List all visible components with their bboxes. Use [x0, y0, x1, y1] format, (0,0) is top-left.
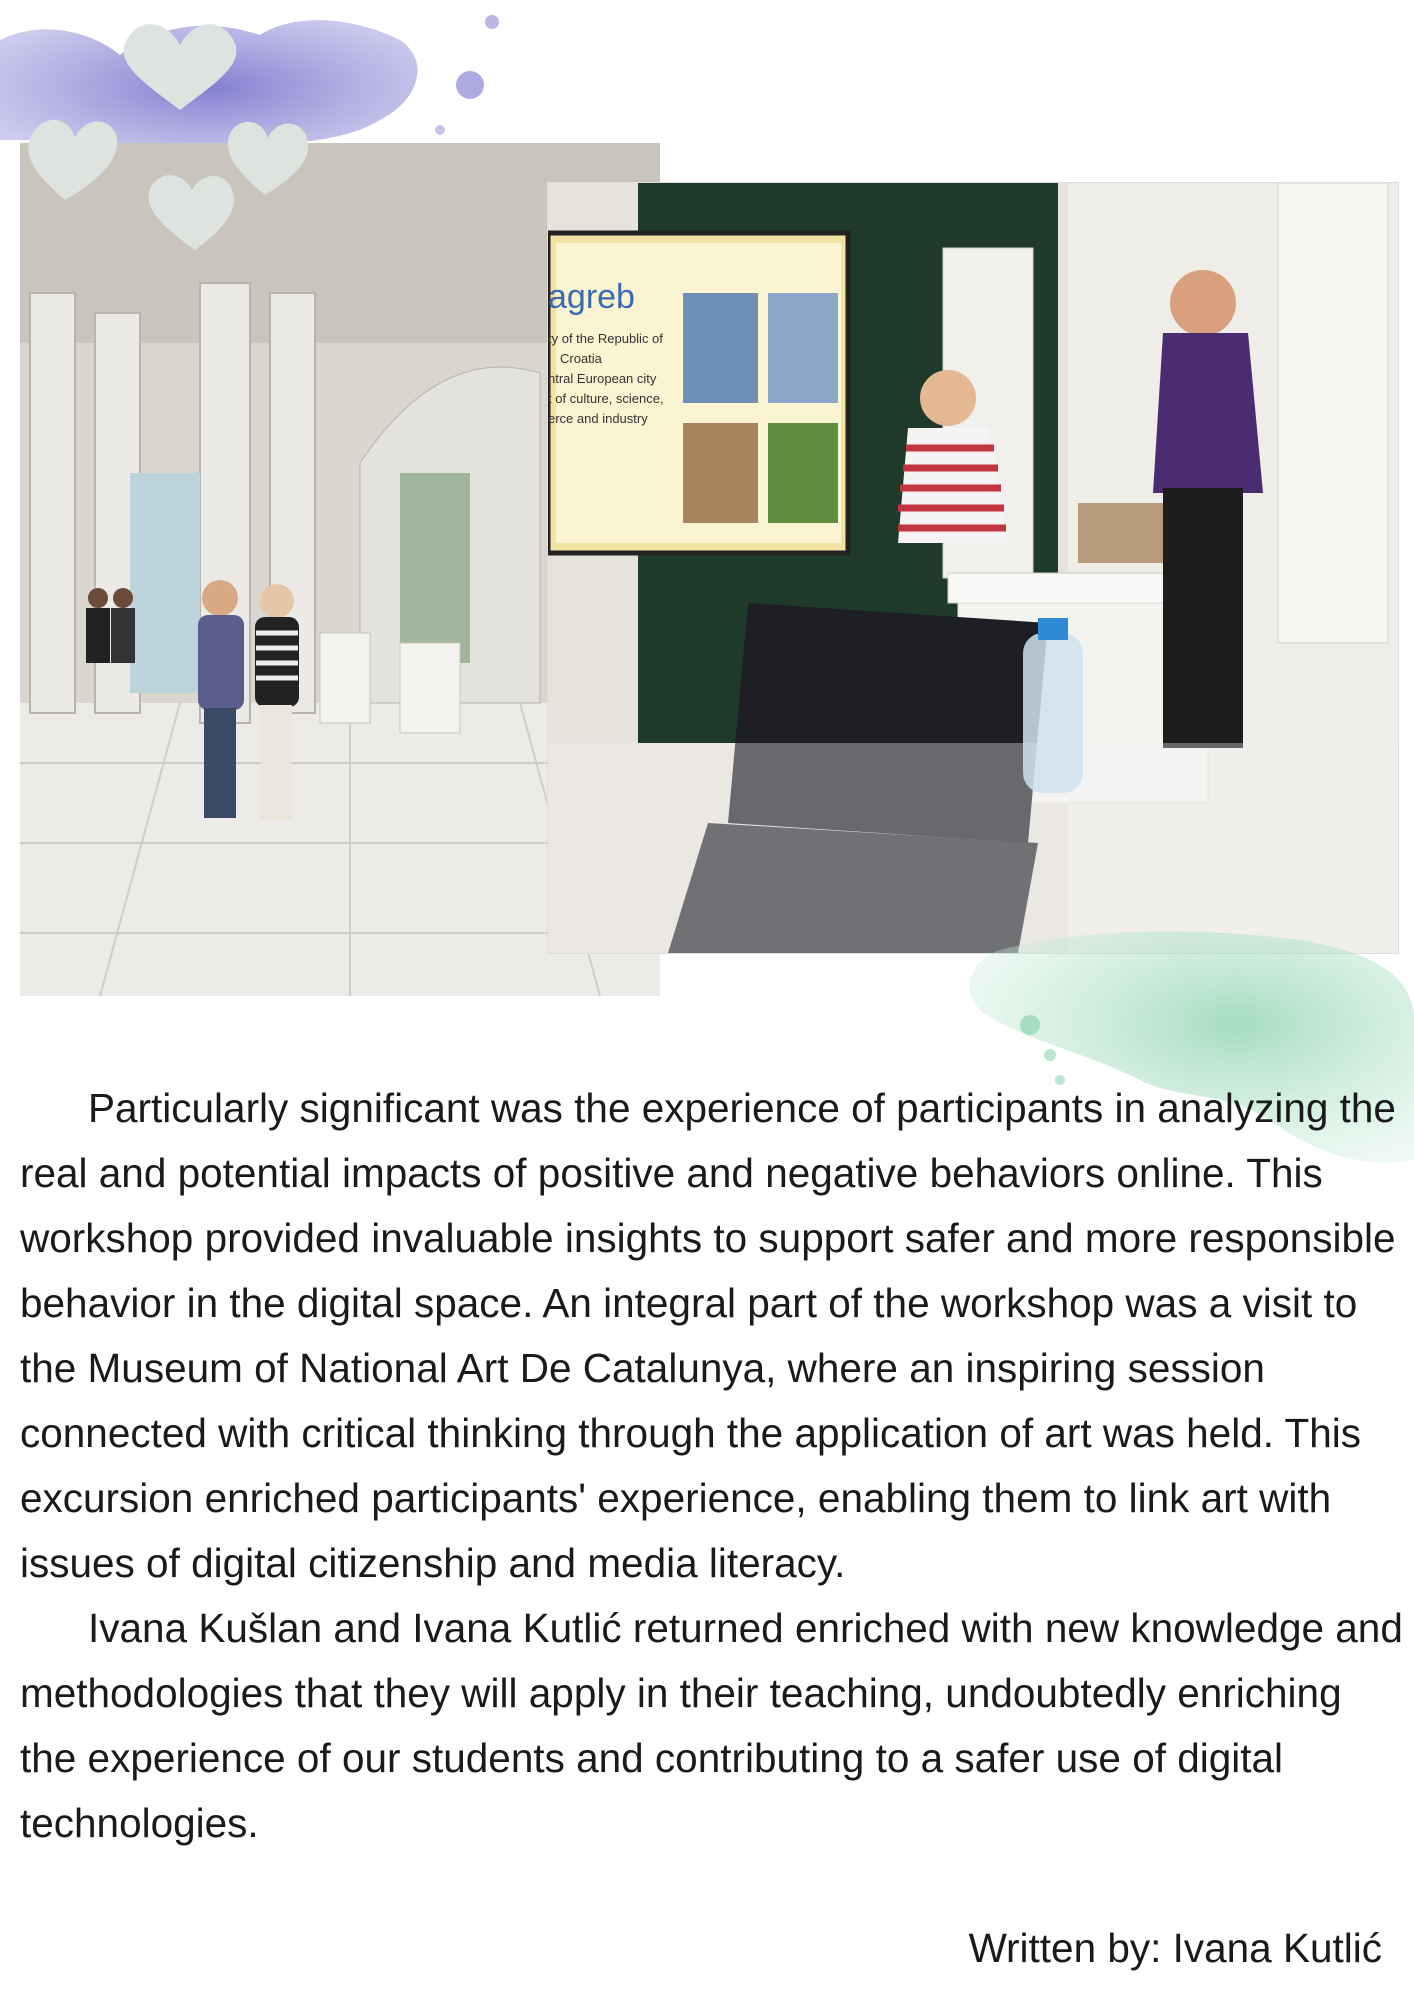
- article-paragraph-1: Particularly significant was the experience of participants in analyzing the real and potential impacts of positive and negative behaviors online. This workshop provided invaluable insights to support safer and more responsible behavior in the digital space. An integral part of the workshop was a visit to the Museum of National Art De Catalunya, where an inspiring session connected with critical thinking through the application of art was held. This excursion enriched participants' experience, enabling them to link art with issues of digital citizenship and media literacy.: [20, 1085, 1396, 1586]
- workshop-photo: [548, 183, 1398, 953]
- slide-line: ntral European city: [548, 371, 657, 386]
- slide-title: agreb: [548, 278, 635, 316]
- article-paragraph-2: Ivana Kušlan and Ivana Kutlić returned enriched with new knowledge and methodologies that they will apply in their teaching, undoubtedly enriching the experience of our students and contributing to a safer use of digital technologies.: [20, 1605, 1403, 1846]
- slide-line: ty of the Republic of: [548, 331, 663, 346]
- workshop-illustration: [548, 183, 1398, 953]
- heart-icon: [228, 122, 308, 195]
- slide-line: erce and industry: [548, 411, 648, 426]
- heart-icon: [149, 175, 234, 250]
- slide-line: Croatia: [560, 351, 602, 366]
- slide-line: t of culture, science,: [548, 391, 664, 406]
- heart-icon: [124, 24, 237, 110]
- article-body: [20, 1076, 1405, 1856]
- heart-icon: [28, 120, 117, 200]
- author-byline: Written by: Ivana Kutlić: [968, 1925, 1382, 1971]
- heart-decorations: [20, 20, 340, 250]
